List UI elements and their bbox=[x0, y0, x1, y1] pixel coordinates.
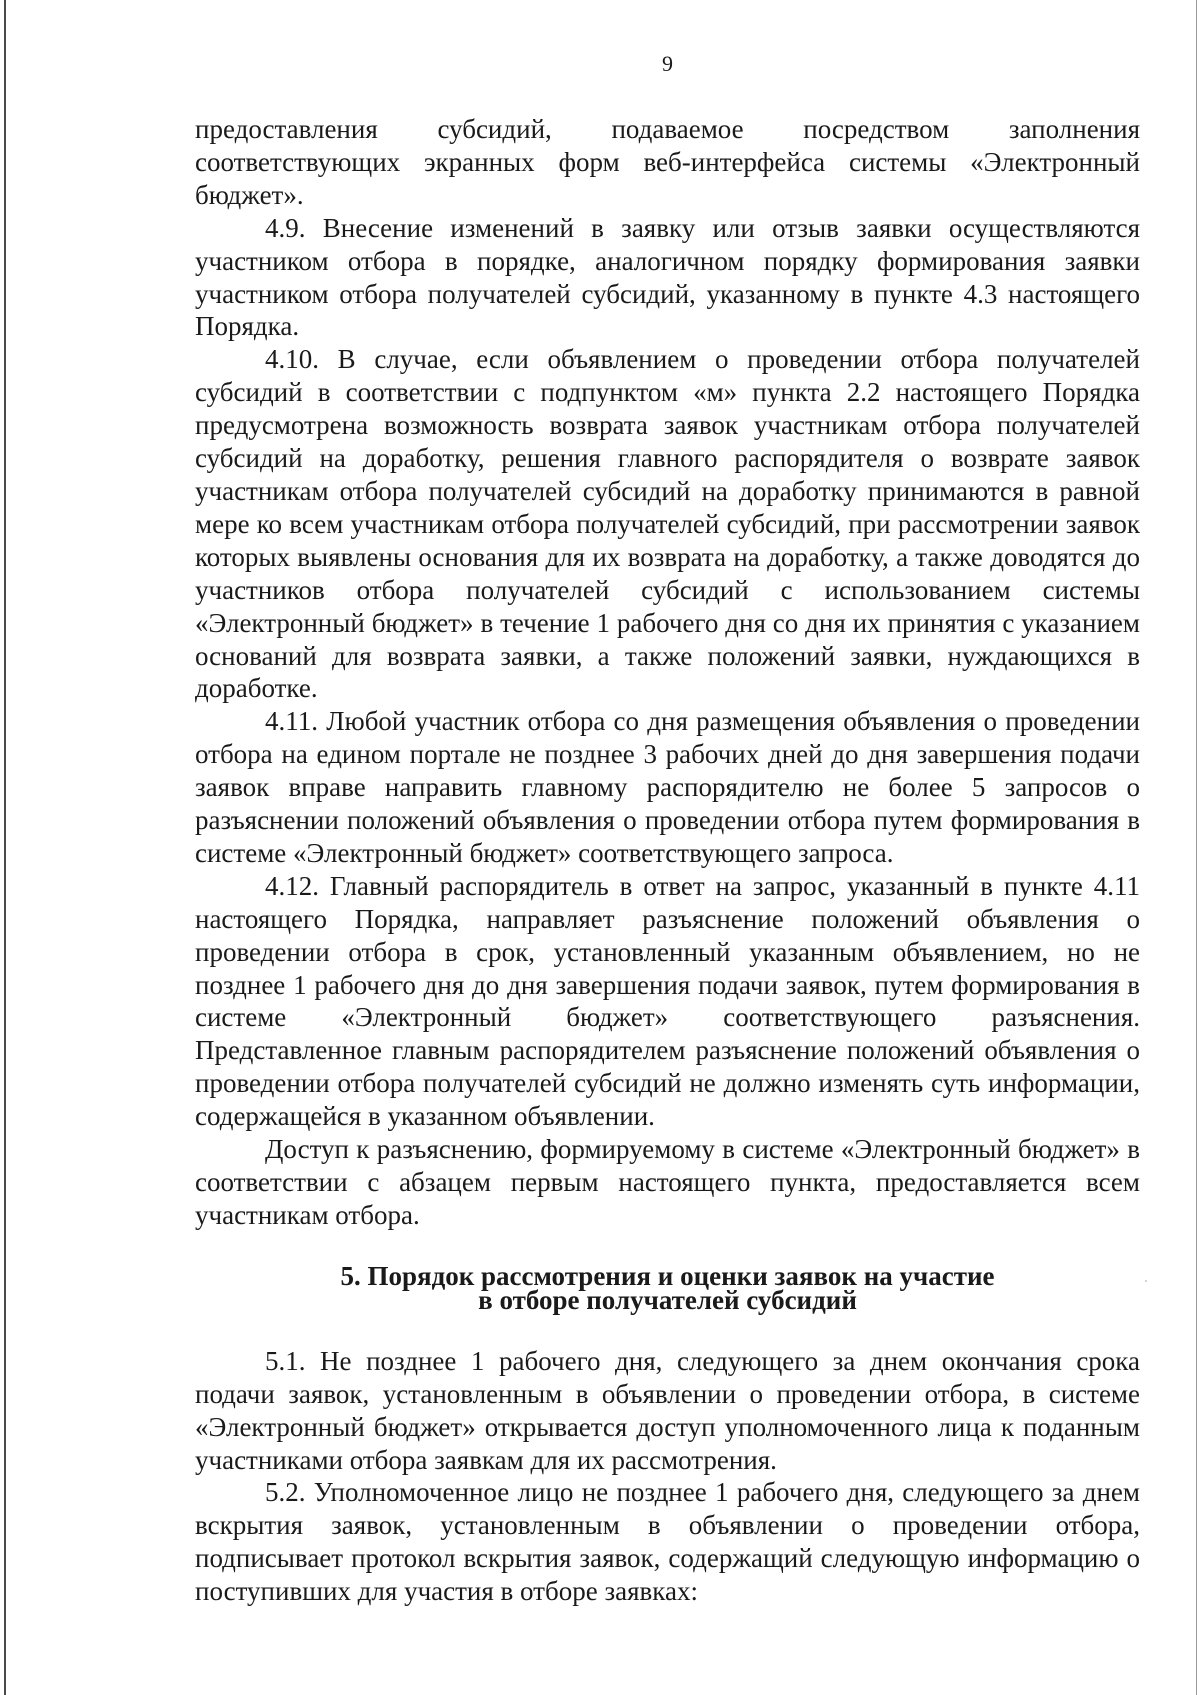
paragraph-4-10: 4.10. В случае, если объявлением о проведении отбора получателей субсидий в соответствии с подпунктом «м» пункта 2.2 настоящего Порядка предусмотрена возможность возврата заявок участникам отбора получателей субсидий на доработку, решения главного распорядителя о возврате заявок участникам отбора получателей субсидий на доработку принимаются в равной мере ко всем участникам отбора получателей субсидий, при рассмотрении заявок которых выявлены основания для их возврата на доработку, а также доводятся до участников отбора получателей субсидий с использованием системы «Электронный бюджет» в течение 1 рабочего дня со дня их принятия с указанием оснований для возврата заявки, а также положений заявки, нуждающихся в доработке. bbox=[195, 344, 1140, 704]
paragraph-4-9: 4.9. Внесение изменений в заявку или отзыв заявки осуществляются участником отбора в порядке, аналогичном порядку формирования заявки участником отбора получателей субсидий, указанному в пункте 4.3 настоящего Порядка. bbox=[195, 212, 1140, 342]
paragraph-access: Доступ к разъяснению, формируемому в системе «Электронный бюджет» в соответствии с абзацем первым настоящего пункта, предоставляется всем участникам отбора. bbox=[195, 1134, 1140, 1230]
paragraph-5-2: 5.2. Уполномоченное лицо не позднее 1 рабочего дня, следующего за днем вскрытия заявок, установленным в объявлении о проведении отбора, подписывает протокол вскрытия заявок, содержащий следующую информацию о поступивших для участия в отборе заявках: bbox=[195, 1477, 1140, 1607]
scan-right-edge bbox=[1196, 0, 1197, 1695]
paragraph: предоставления субсидий, подаваемое посредством заполнения соответствующих экранных форм веб-интерфейса системы «Электронный бюджет». bbox=[195, 114, 1140, 210]
section-heading bbox=[195, 1260, 1140, 1315]
section-heading-line-1: 5. Порядок рассмотрения и оценки заявок на участие bbox=[340, 1260, 995, 1291]
document-body bbox=[195, 113, 1140, 1608]
paragraph-4-11: 4.11. Любой участник отбора со дня размещения объявления о проведении отбора на едином портале не позднее 3 рабочих дней до дня завершения подачи заявок вправе направить главному распорядителю не более 5 запросов о разъяснении положений объявления о проведении отбора путем формирования в системе «Электронный бюджет» соответствующего запроса. bbox=[195, 706, 1140, 868]
paragraph-4-12: 4.12. Главный распорядитель в ответ на запрос, указанный в пункте 4.11 настоящего Порядка, направляет разъяснение положений объявления о проведении отбора в срок, установленный указанным объявлением, но не позднее 1 рабочего дня до дня завершения подачи заявок, путем формирования в системе «Электронный бюджет» соответствующего разъяснения. Представленное главным распорядителем разъяснение положений объявления о проведении отбора получателей субсидий не должно изменять суть информации, содержащейся в указанном объявлении. bbox=[195, 870, 1140, 1132]
scan-speck bbox=[1145, 1280, 1147, 1282]
page-number: 9 bbox=[662, 51, 673, 76]
scan-left-edge bbox=[4, 0, 6, 1695]
paragraph-5-1: 5.1. Не позднее 1 рабочего дня, следующего за днем окончания срока подачи заявок, установленным в объявлении о проведении отбора, в системе «Электронный бюджет» открывается доступ уполномоченного лица к поданным участниками отбора заявкам для их рассмотрения. bbox=[195, 1345, 1140, 1475]
section-heading-line-2: в отборе получателей субсидий bbox=[478, 1284, 857, 1315]
